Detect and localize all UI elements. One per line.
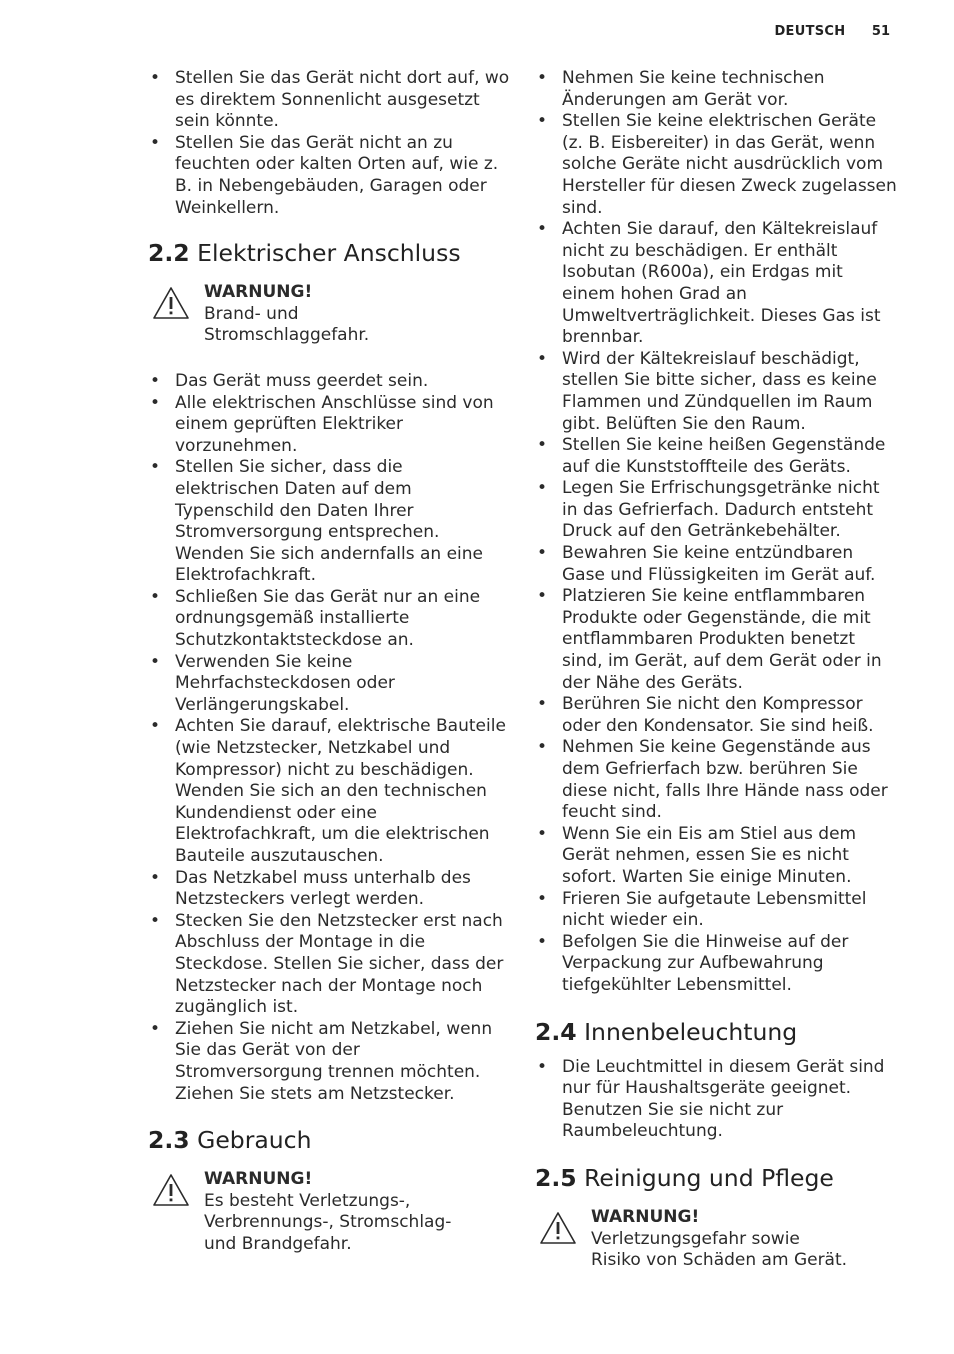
warning-text: Es besteht Verletzungs-, Verbrennungs-, Stromschlag- und Brandgefahr. [204,1190,452,1254]
section-heading-2-4 [535,1017,897,1047]
list-item: • Frieren Sie aufgetaute Lebensmittel nicht wieder ein. [535,889,897,932]
list-item: • Achten Sie darauf, den Kältekreislauf nicht zu beschädigen. Er enthält Isobutan (R600a), ein Erdgas mit einem hohen Grad an Umweltverträglichkeit. Dieses Gas ist brennbar. [535,219,897,349]
list-item: • Schließen Sie das Gerät nur an eine ordnungsgemäß installierte Schutzkontaktsteckdose an. [148,587,510,652]
warning-text: Brand- und Stromschlaggefahr. [204,303,370,346]
warning-triangle-icon [539,1211,577,1245]
section-heading-2-2 [148,238,510,268]
list-item: • Nehmen Sie keine Gegenstände aus dem Gefrierfach bzw. berühren Sie diese nicht, falls Ihre Hände nass oder feucht sind. [535,737,897,823]
list-item: • Stellen Sie das Gerät nicht an zu feuchten oder kalten Orten auf, wie z. B. in Nebengebäuden, Garagen oder Weinkellern. [148,133,510,219]
section-number: 2.3 [148,1126,190,1155]
section-number: 2.2 [148,239,190,268]
list-item: • Stellen Sie keine heißen Gegenstände auf die Kunststoffteile des Geräts. [535,435,897,478]
bullet-list-2-3 [535,68,897,997]
warning-text: Verletzungsgefahr sowie Risiko von Schäden am Gerät. [591,1228,848,1271]
section-title: Elektrischer Anschluss [197,239,461,268]
list-item: • Alle elektrischen Anschlüsse sind von einem geprüften Elektriker vorzunehmen. [148,393,510,458]
list-item: • Stecken Sie den Netzstecker erst nach Abschluss der Montage in die Steckdose. Stellen Sie sicher, dass der Netzstecker nach der Montage noch zugänglich ist. [148,911,510,1019]
language-label: DEUTSCH [774,24,846,39]
page-number: 51 [871,24,890,39]
list-item: • Ziehen Sie nicht am Netzkabel, wenn Sie das Gerät von der Stromversorgung trennen möchten. Ziehen Sie stets am Netzstecker. [148,1019,510,1105]
list-item: • Achten Sie darauf, elektrische Bauteile (wie Netzstecker, Netzkabel und Kompressor) nicht zu beschädigen. Wenden Sie sich an den technischen Kundendienst oder eine Elektrofachkraft, um die elektrischen Bauteile auszutauschen. [148,716,510,867]
list-item: • Platzieren Sie keine entflammbaren Produkte oder Gegenstände, die mit entflammbaren Produkten benetzt sind, im Gerät, auf dem Gerät oder in der Nähe des Geräts. [535,586,897,694]
warning-triangle-icon [152,286,190,320]
bullet-list-2-2 [148,371,510,1105]
list-item: • Die Leuchtmittel in diesem Gerät sind nur für Haushaltsgeräte geeignet. Benutzen Sie sie nicht zur Raumbeleuchtung. [535,1057,897,1143]
warning-box [148,1169,510,1255]
section-title: Innenbeleuchtung [584,1017,798,1046]
list-item: • Nehmen Sie keine technischen Änderungen am Gerät vor. [535,68,897,111]
list-item: • Legen Sie Erfrischungsgetränke nicht in das Gefrierfach. Dadurch entsteht Druck auf den Getränkebehälter. [535,478,897,543]
warning-title: WARNUNG! [204,1169,313,1190]
list-item: • Stellen Sie das Gerät nicht dort auf, wo es direktem Sonnenlicht ausgesetzt sein könnte. [148,68,510,133]
list-item: • Das Gerät muss geerdet sein. [148,371,510,393]
bullet-list-2-4 [535,1057,897,1143]
list-item: • Berühren Sie nicht den Kompressor oder den Kondensator. Sie sind heiß. [535,694,897,737]
warning-title: WARNUNG! [591,1206,700,1227]
warning-triangle-icon [152,1173,190,1207]
right-column [535,68,897,1296]
section-number: 2.4 [535,1017,577,1046]
warning-title: WARNUNG! [204,282,313,303]
list-item: • Stellen Sie keine elektrischen Geräte (z. B. Eisbereiter) in das Gerät, wenn solche Geräte nicht ausdrücklich vom Hersteller für diesen Zweck zugelassen sind. [535,111,897,219]
section-heading-2-3 [148,1125,510,1155]
section-heading-2-5 [535,1163,897,1193]
list-item: • Stellen Sie sicher, dass die elektrischen Daten auf dem Typenschild den Daten Ihrer Stromversorgung entsprechen. Wenden Sie sich andernfalls an eine Elektrofachkraft. [148,457,510,587]
warning-box [148,282,510,347]
warning-box [535,1207,897,1272]
section-number: 2.5 [535,1163,577,1192]
page-header [774,23,890,39]
list-item: • Bewahren Sie keine entzündbaren Gase und Flüssigkeiten im Gerät auf. [535,543,897,586]
list-item: • Das Netzkabel muss unterhalb des Netzsteckers verlegt werden. [148,868,510,911]
section-title: Gebrauch [197,1126,312,1155]
section-title: Reinigung und Pflege [584,1163,834,1192]
list-item: • Verwenden Sie keine Mehrfachsteckdosen oder Verlängerungskabel. [148,652,510,717]
list-item: • Befolgen Sie die Hinweise auf der Verpackung zur Aufbewahrung tiefgekühlter Lebensmittel. [535,932,897,997]
list-item: • Wenn Sie ein Eis am Stiel aus dem Gerät nehmen, essen Sie es nicht sofort. Warten Sie einige Minuten. [535,824,897,889]
left-column [148,68,510,1280]
list-item: • Wird der Kältekreislauf beschädigt, stellen Sie bitte sicher, dass es keine Flammen und Zündquellen im Raum gibt. Belüften Sie den Raum. [535,349,897,435]
intro-bullet-list [148,68,510,219]
